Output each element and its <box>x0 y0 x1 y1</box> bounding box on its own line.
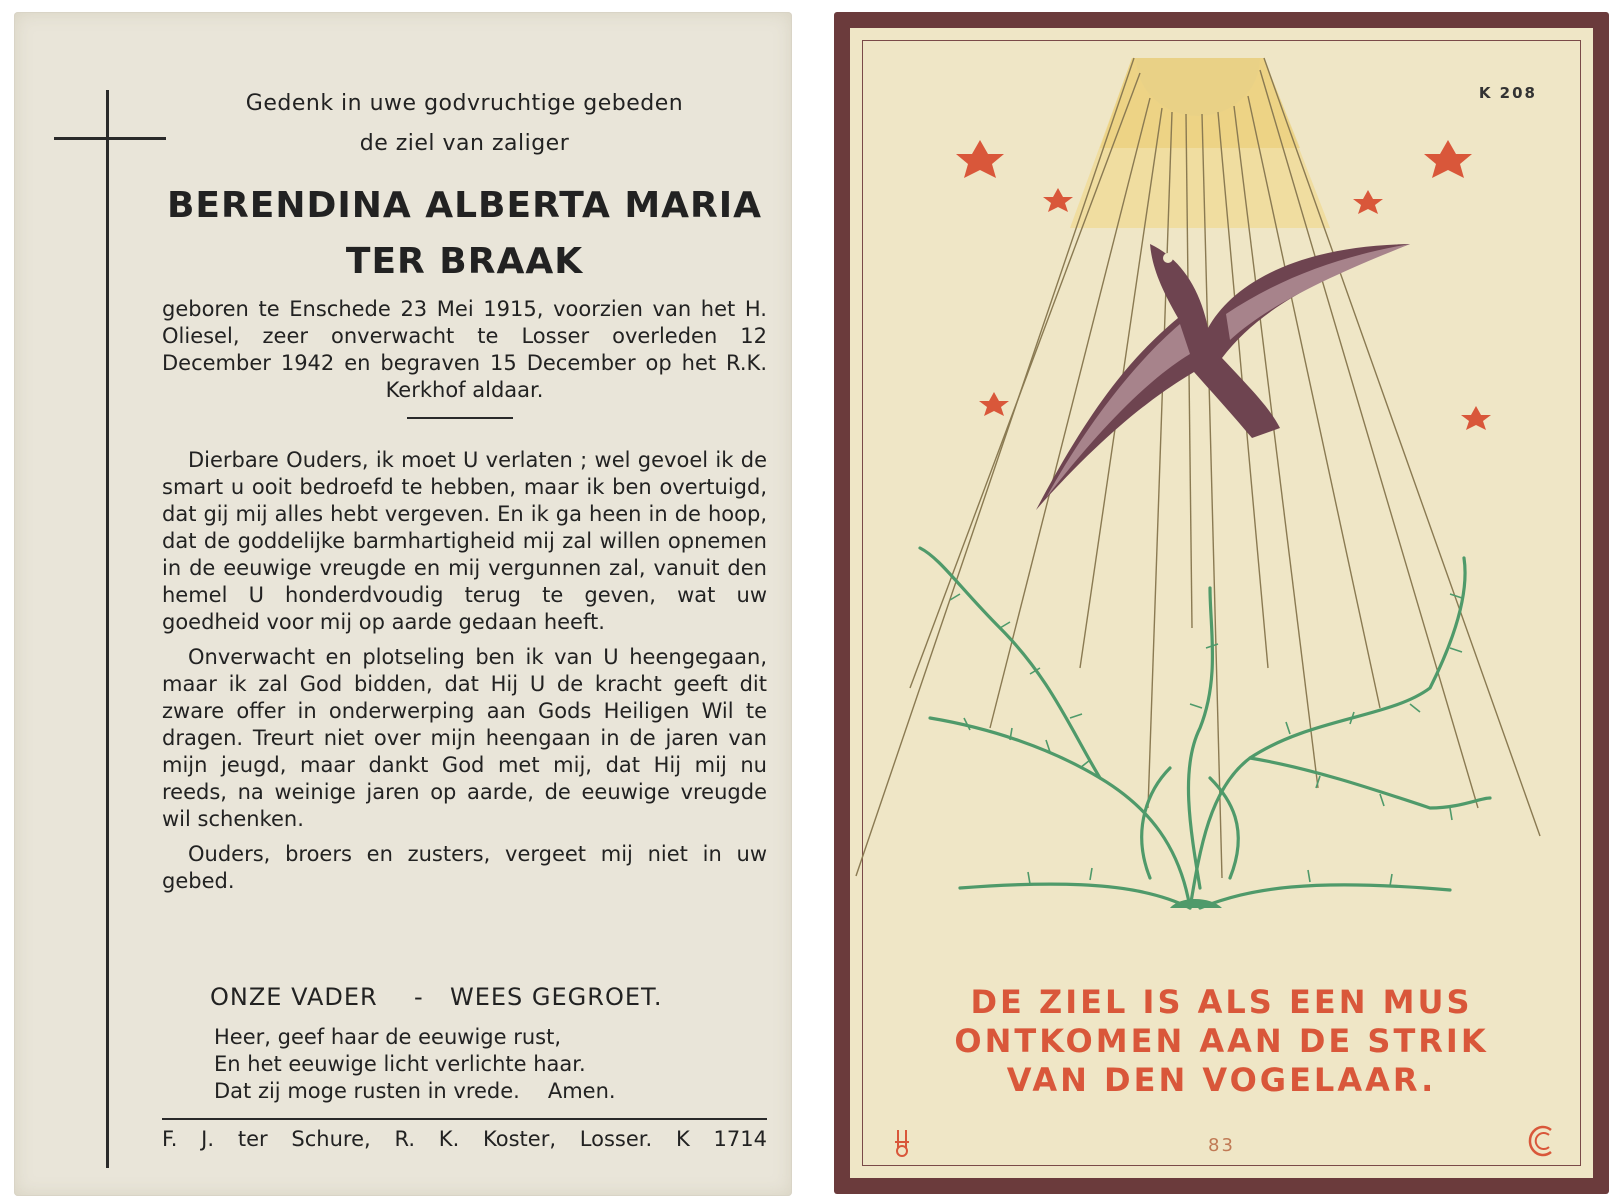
paragraph-1: Dierbare Ouders, ik moet U verlaten ; wel gevoel ik de smart u ooit bedroefd te hebben, maar ik ben overtuigd, dat gij mij alles hebt vergeven. En ik ga heen in de hoop, dat de goddelijke barmhartigheid mij zal willen opnemen in de eeuwige vreugde en mij vergunnen zal, vanuit den hemel U honderdvoudig terug te geven, wat uw goedheid voor mij op aarde gedaan heeft. <box>162 448 767 634</box>
printer-name: F. J. ter Schure, R. K. Koster, Losser. <box>162 1127 653 1151</box>
name-line-1: BERENDINA ALBERTA MARIA <box>166 185 763 226</box>
card-image-panel <box>850 28 1593 1178</box>
footer-divider <box>162 1118 767 1120</box>
page-number: 83 <box>1208 1135 1235 1156</box>
prayer-heading-sep: - <box>414 983 424 1011</box>
name-line-2: TER BRAAK <box>345 241 584 282</box>
memorial-card-text <box>14 12 792 1196</box>
amen: Amen. <box>547 1079 616 1103</box>
intro-line-1: Gedenk in uwe godvruchtige gebeden <box>245 91 684 116</box>
divider <box>407 417 513 419</box>
motto-line-2: ONTKOMEN AAN DE STRIK <box>954 1022 1489 1060</box>
printer-line <box>162 1124 767 1154</box>
publisher-logo-icon <box>1525 1124 1555 1158</box>
deceased-name <box>162 178 767 290</box>
card-code: K 208 <box>1478 84 1537 102</box>
motto-line-1: DE ZIEL IS ALS EEN MUS <box>970 983 1473 1021</box>
prayer-line-2: En het eeuwige licht verlichte haar. <box>214 1052 586 1076</box>
motto <box>850 983 1593 1100</box>
paragraph-2: Onverwacht en plotseling ben ik van U heengegaan, maar ik zal God bidden, dat Hij U de kracht geeft dit zware offer in onderwerping aan Gods Heiligen Wil te dragen. Treurt niet over mijn heengaan in de jaren van mijn jeugd, maar dankt God met mij, dat Hij mij nu reeds, na weinige jaren op aarde, de eeuwige vreugde wil schenken. <box>162 645 767 831</box>
cross-icon-bar <box>54 137 166 140</box>
printer-code: K 1714 <box>675 1127 767 1151</box>
cross-icon <box>106 90 109 1168</box>
memorial-card-image <box>834 12 1609 1194</box>
paragraph-3: Ouders, broers en zusters, vergeet mij niet in uw gebed. <box>162 842 767 893</box>
prayer-line-3: Dat zij moge rusten in vrede. <box>214 1079 520 1103</box>
prayer-line-1: Heer, geef haar de eeuwige rust, <box>214 1025 562 1049</box>
prayer-heading-left: ONZE VADER <box>210 983 378 1011</box>
prayer-heading-right: WEES GEGROET. <box>450 983 663 1011</box>
thorns <box>950 594 1462 886</box>
thorn-vine-icon <box>920 548 1490 908</box>
intro-text <box>162 84 767 164</box>
intro-line-2: de ziel van zaliger <box>359 131 570 156</box>
motto-line-3: VAN DEN VOGELAAR. <box>1006 1061 1437 1099</box>
prayer <box>214 1024 774 1105</box>
biography: geboren te Enschede 23 Mei 1915, voorzien van het H. Oliesel, zeer onverwacht te Losser overleden 12 December 1942 en begraven 15 December op het R.K. Kerkhof aldaar. <box>162 297 767 402</box>
monogram-left-icon <box>892 1128 912 1158</box>
dove-icon <box>1036 244 1410 510</box>
farewell-text <box>162 447 767 903</box>
